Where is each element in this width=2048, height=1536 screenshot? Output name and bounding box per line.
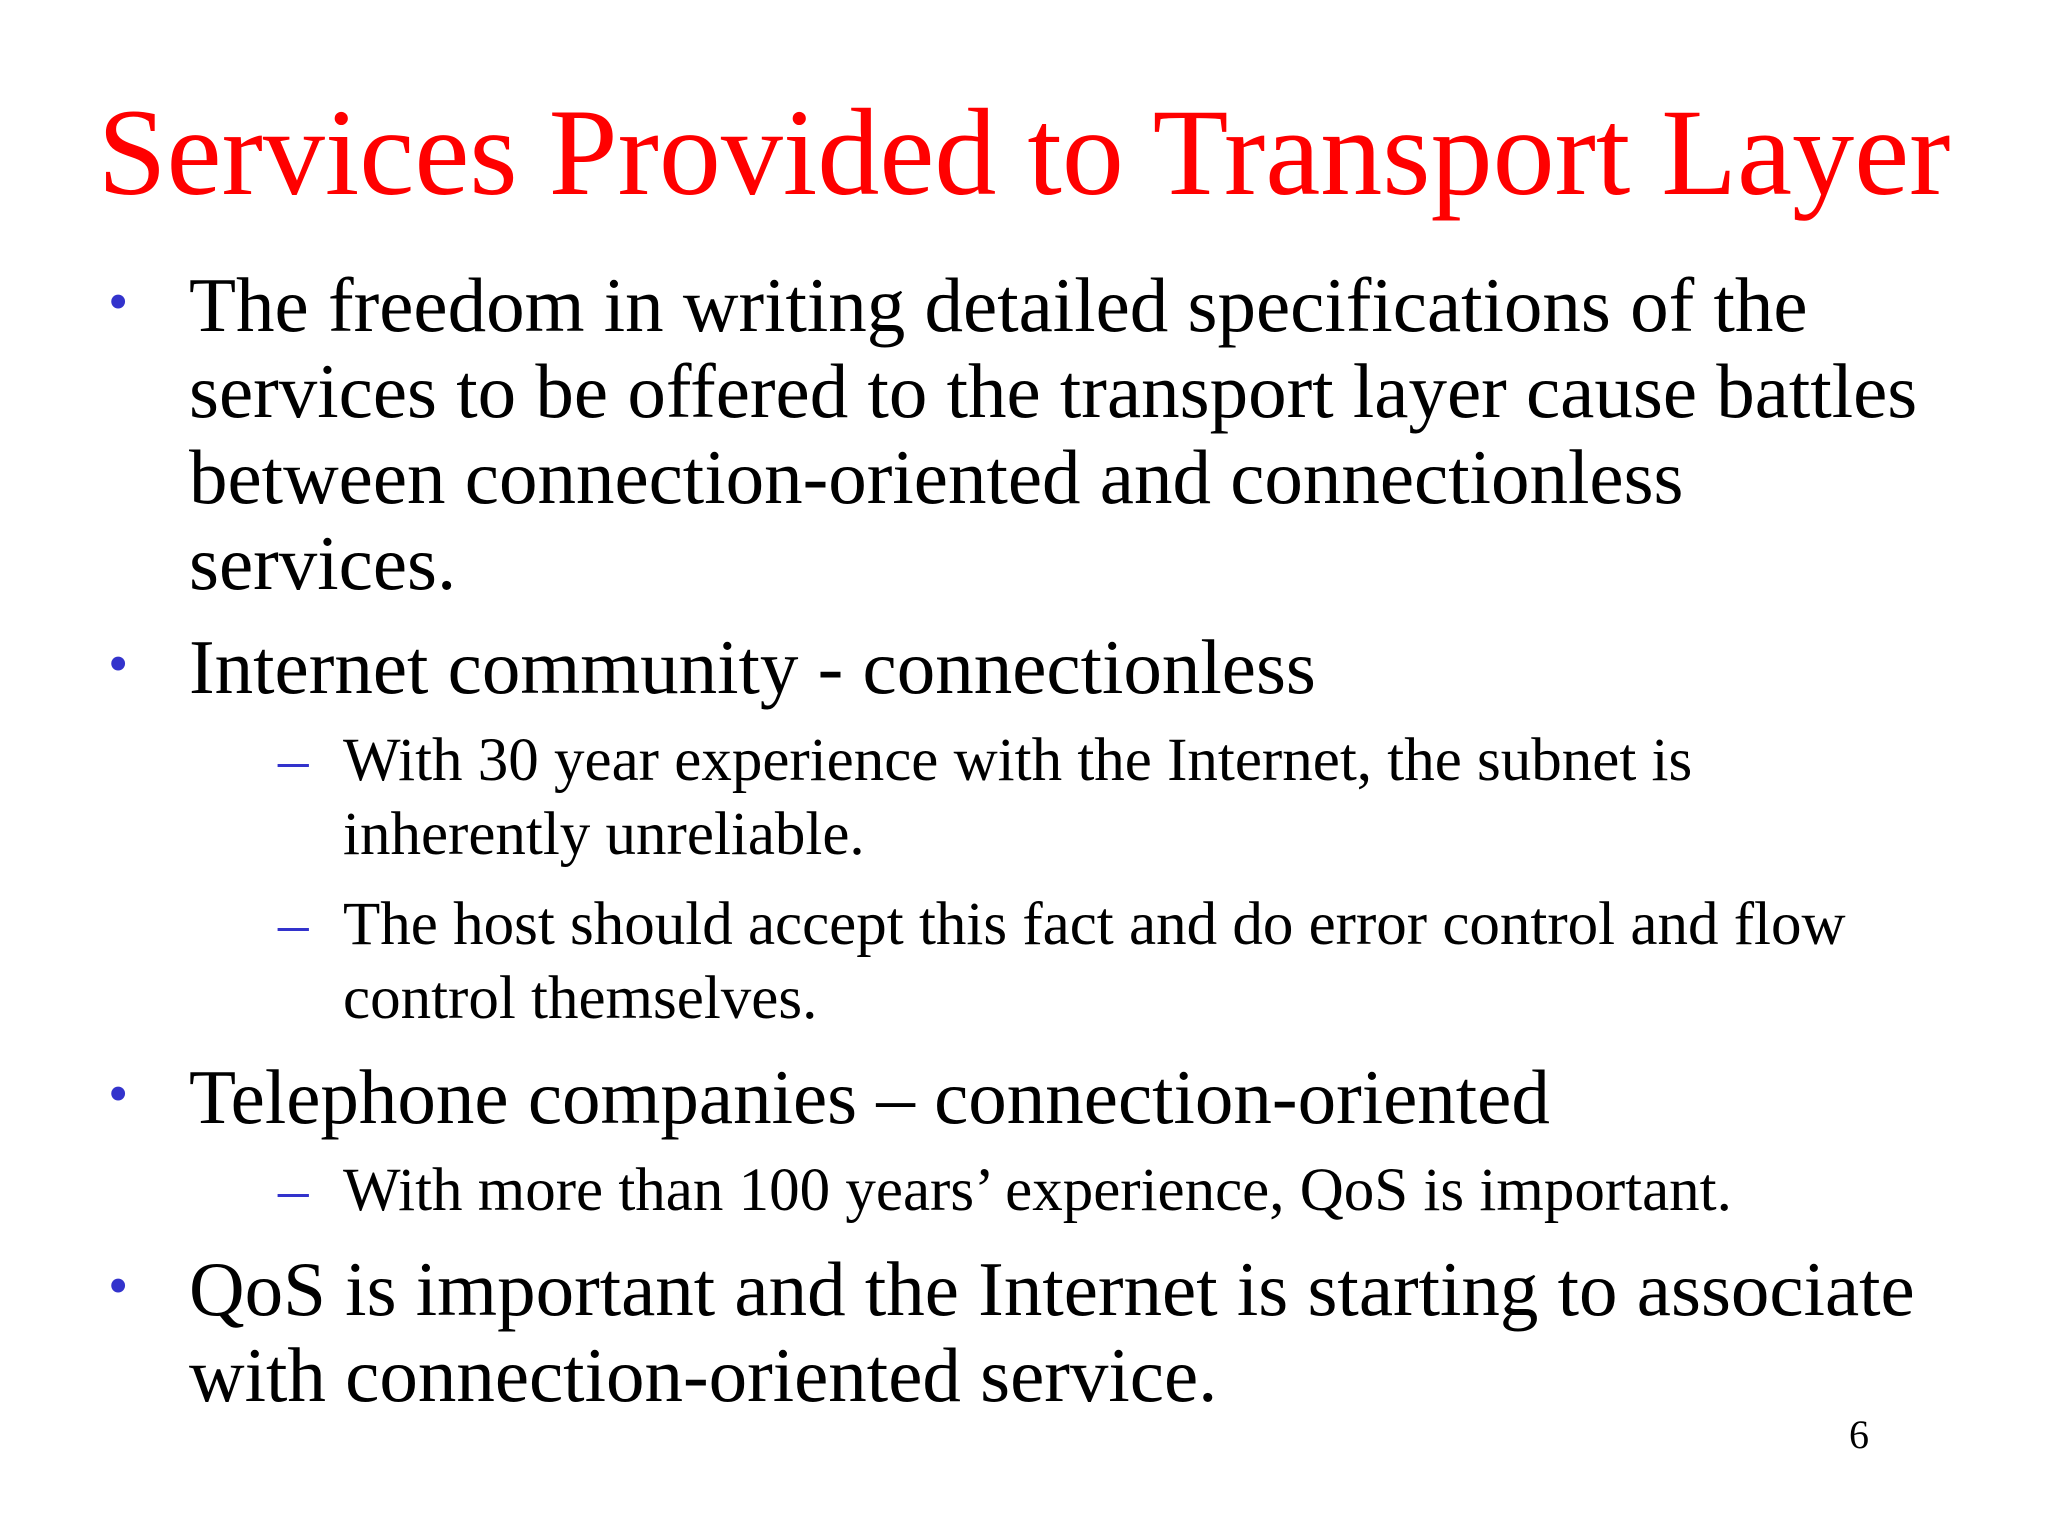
- sub-bullet-item: [278, 1154, 1922, 1228]
- bullet-item: [102, 1054, 1922, 1228]
- bullet-marker: •: [108, 1061, 129, 1126]
- sub-bullet-list: [189, 724, 1922, 1036]
- sub-bullet-text: With more than 100 years’ experience, QoS is important.: [343, 1157, 1732, 1224]
- bullet-item: [102, 624, 1922, 1036]
- sub-bullet-marker: –: [278, 727, 309, 794]
- bullet-text: The freedom in writing detailed specifications of the services to be offered to the transport layer cause battles between connection-oriented and connectionless services.: [189, 262, 1918, 606]
- bullet-marker: •: [108, 631, 129, 696]
- bullet-text: Telephone companies – connection-oriented: [189, 1054, 1550, 1140]
- bullet-text: Internet community - connectionless: [189, 624, 1316, 710]
- bullet-list: [102, 262, 1922, 1436]
- sub-bullet-marker: –: [278, 891, 309, 958]
- bullet-marker: •: [108, 269, 129, 334]
- bullet-text: QoS is important and the Internet is starting to associate with connection-oriented service.: [189, 1246, 1915, 1418]
- sub-bullet-text: The host should accept this fact and do error control and flow control themselves.: [343, 891, 1846, 1032]
- bullet-marker: •: [108, 1253, 129, 1318]
- sub-bullet-marker: –: [278, 1157, 309, 1224]
- page-number: 6: [1849, 1412, 1869, 1457]
- bullet-item: [102, 262, 1922, 606]
- bullet-item: [102, 1246, 1922, 1418]
- sub-bullet-item: [278, 724, 1922, 872]
- sub-bullet-list: [189, 1154, 1922, 1228]
- sub-bullet-text: With 30 year experience with the Internet, the subnet is inherently unreliable.: [343, 727, 1693, 868]
- slide-title: Services Provided to Transport Layer: [97, 84, 1951, 221]
- sub-bullet-item: [278, 888, 1922, 1036]
